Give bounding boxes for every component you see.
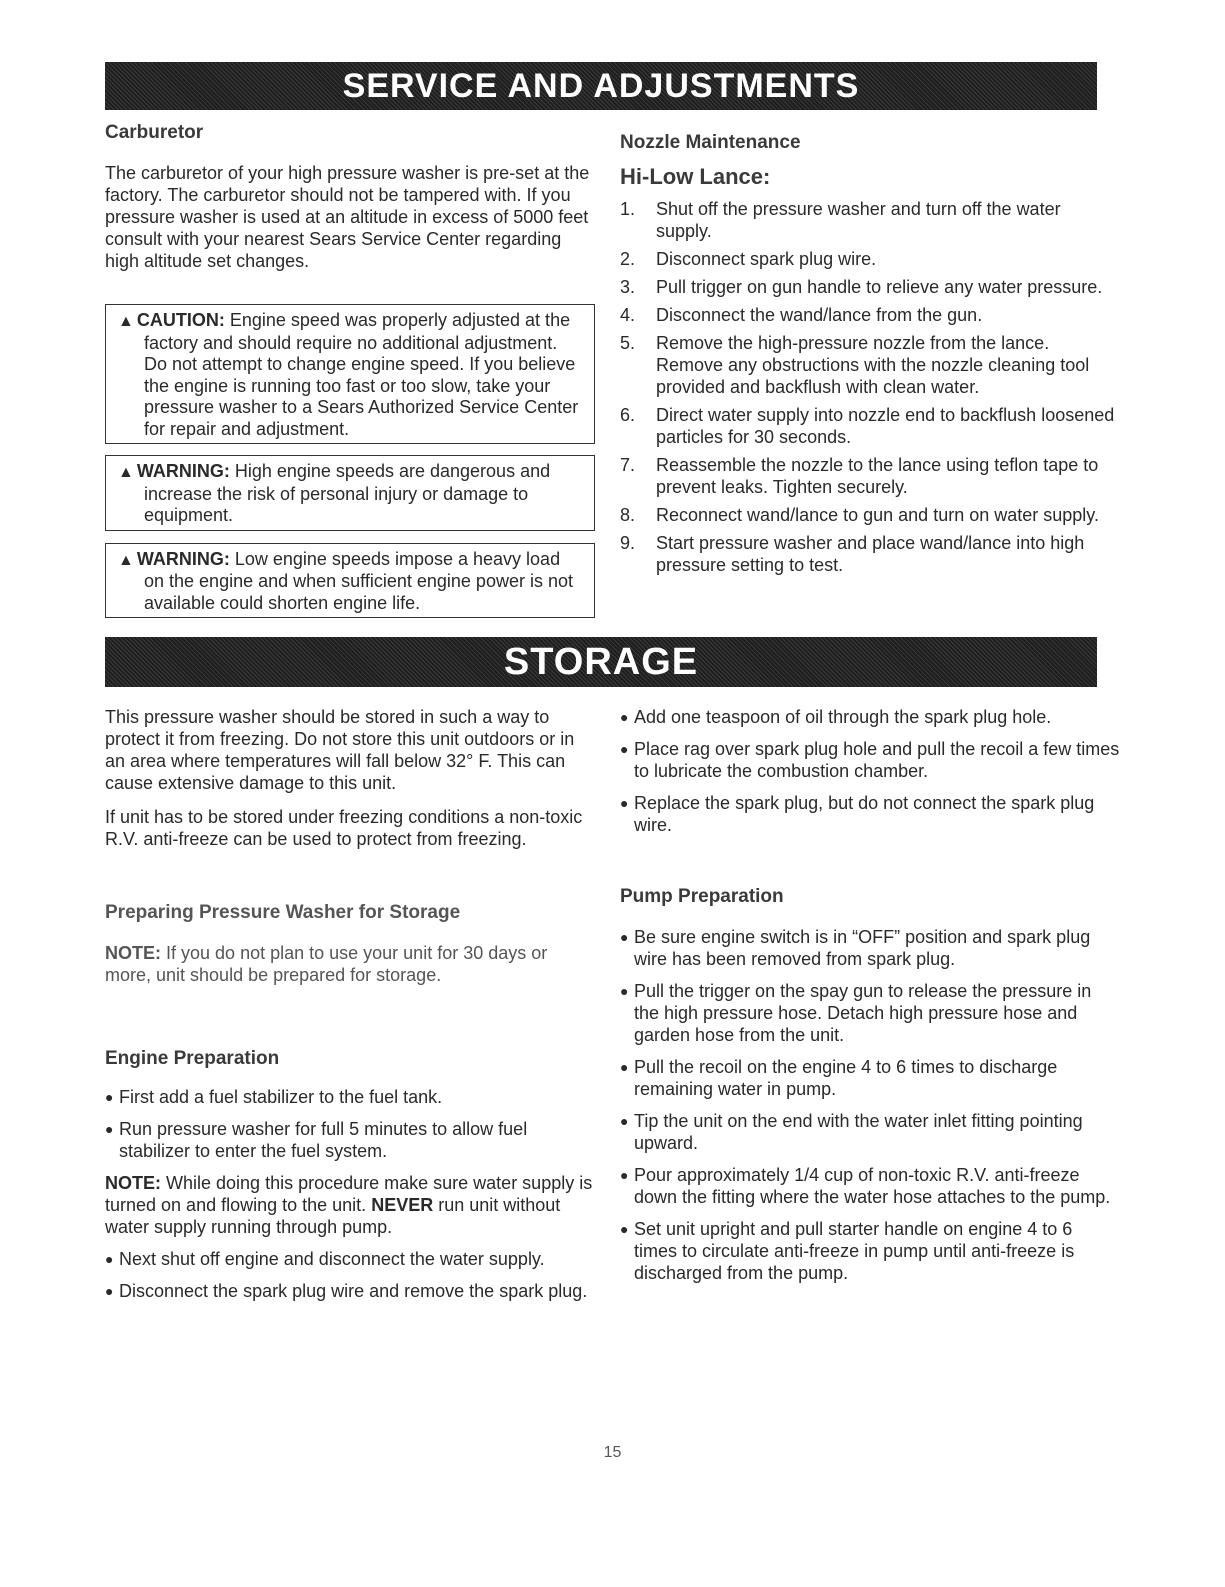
caution-box [105,304,595,444]
alert-text: Low engine speeds impose a heavy load on the engine and when sufficient engine power is not available could shorten engine life. [144,548,573,613]
engine-note: NOTE: While doing this procedure make sure water supply is turned on and flowing to the unit. NEVER run unit without water supply running through pump. [105,1173,593,1237]
storage-banner [105,637,1097,687]
spark-plug-bullets [620,706,1120,836]
storage-intro: This pressure washer should be stored in such a way to protect it from freezing. Do not store this unit outdoors or in an area where temperatures will fall below 32° F. This can cause extensive damage to this unit. [105,707,575,793]
list-item: 7. Reassemble the nozzle to the lance using teflon tape to prevent leaks. Tighten securely. [620,455,1099,497]
list-item: 4. Disconnect the wand/lance from the gun. [620,305,983,325]
nozzle-heading: Nozzle Maintenance [620,132,801,153]
list-item: ● Place rag over spark plug hole and pull the recoil a few times to lubricate the combustion chamber. [620,739,1120,781]
alert-text: High engine speeds are dangerous and increase the risk of personal injury or damage to equipment. [144,461,551,525]
storage-antifreeze-text: If unit has to be stored under freezing conditions a non-toxic R.V. anti-freeze can be used to protect from freezing. [105,807,583,849]
carburetor-heading: Carburetor [105,122,204,143]
banner-title: STORAGE [503,640,699,683]
list-item: ● Disconnect the spark plug wire and remove the spark plug. [105,1281,588,1301]
storage-left-column [105,706,595,1312]
carburetor-text: The carburetor of your high pressure washer is pre-set at the factory. The carburetor should not be tampered with. If you pressure washer is used at an altitude in excess of 5000 feet consult with your nearest Sears Service Center regarding high altitude set changes. [105,163,590,271]
banner-title: SERVICE AND ADJUSTMENTS [342,66,860,105]
list-item: ● Replace the spark plug, but do not connect the spark plug wire. [620,793,1095,835]
list-item: 6. Direct water supply into nozzle end to backflush loosened particles for 30 seconds. [620,405,1115,447]
list-item: 9. Start pressure washer and place wand/lance into high pressure setting to test. [620,533,1085,575]
warning-box-low-speed [105,543,595,619]
list-item: ● Set unit upright and pull starter handle on engine 4 to 6 times to circulate anti-freeze in pump until anti-freeze is discharged from the pump. [620,1219,1075,1283]
list-item: 3. Pull trigger on gun handle to relieve any water pressure. [620,277,1103,297]
alert-text: Engine speed was properly adjusted at the factory and should require no additional adjustment. Do not attempt to change engine speed. If you believe the engine is running too fast or too slow, take your pressure washer to a Sears Authorized Service Center for repair and adjustment. [144,310,579,439]
alert-label: WARNING: [136,548,230,569]
prepare-storage-heading: Preparing Pressure Washer for Storage [105,902,461,923]
warning-triangle-icon: ▲ [118,464,134,481]
alert-label: WARNING: [136,461,230,481]
list-item: ● Be sure engine switch is in “OFF” position and spark plug wire has been removed from spark plug. [620,927,1091,969]
list-item: ● Add one teaspoon of oil through the spark plug hole. [620,707,1052,727]
list-item: ● Pour approximately 1/4 cup of non-toxic R.V. anti-freeze down the fitting where the water hose attaches to the pump. [620,1165,1111,1207]
list-item: ● Pull the trigger on the spay gun to release the pressure in the high pressure hose. Detach high pressure hose and garden hose from the unit. [620,981,1092,1045]
storage-right-column [620,706,1120,1294]
list-item: 5. Remove the high-pressure nozzle from the lance. Remove any obstructions with the nozzle cleaning tool provided and backflush with clean water. [620,333,1090,397]
engine-bullets [105,1086,595,1162]
nozzle-steps [620,198,1120,576]
service-left-column [105,122,595,618]
list-item: ● Run pressure washer for full 5 minutes to allow fuel stabilizer to enter the fuel system. [105,1119,528,1161]
list-item: ● Next shut off engine and disconnect the water supply. [105,1249,545,1269]
list-item: 2. Disconnect spark plug wire. [620,249,877,269]
engine-bullets-continued [105,1248,595,1302]
list-item: 1. Shut off the pressure washer and turn off the water supply. [620,199,1061,241]
page-number: 15 [603,1444,622,1461]
warning-box-high-speed [105,455,595,531]
warning-triangle-icon: ▲ [118,551,134,569]
pump-preparation-heading: Pump Preparation [620,886,784,907]
service-right-column [620,132,1120,582]
service-adjustments-banner [105,62,1097,110]
list-item: ● Tip the unit on the end with the water inlet fitting pointing upward. [620,1111,1083,1153]
engine-preparation-heading: Engine Preparation [105,1048,280,1069]
warning-triangle-icon: ▲ [118,313,134,330]
list-item: ● First add a fuel stabilizer to the fuel tank. [105,1087,443,1107]
list-item: ● Pull the recoil on the engine 4 to 6 times to discharge remaining water in pump. [620,1057,1058,1099]
pump-bullets [620,926,1120,1284]
prepare-note: NOTE: If you do not plan to use your unit for 30 days or more, unit should be prepared for storage. [105,943,548,985]
alert-label: CAUTION: [136,310,225,330]
lance-subheading: Hi-Low Lance: [620,164,771,189]
list-item: 8. Reconnect wand/lance to gun and turn on water supply. [620,505,1099,525]
